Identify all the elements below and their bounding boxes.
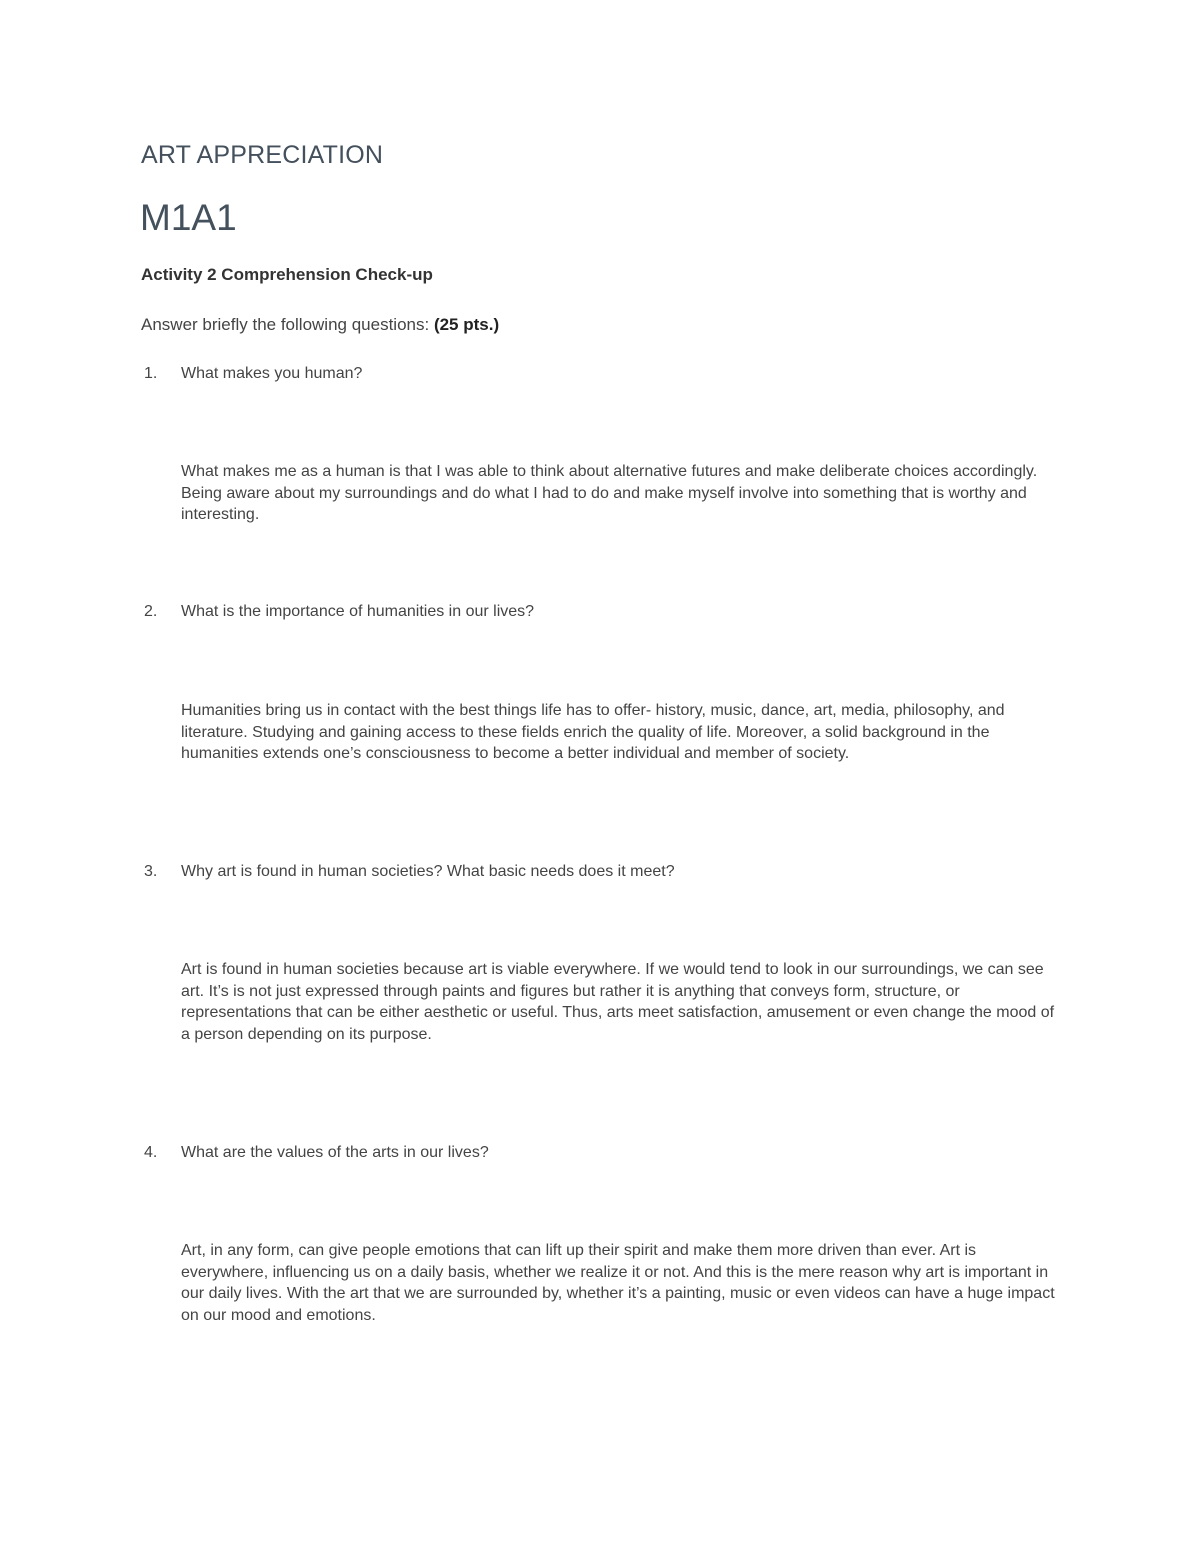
answer-text: Art, in any form, can give people emotions that can lift up their spirit and make them more driven than ever. Art is everywhere, influencing us on a daily basis, whether we realize it or not. And this is the mere reason why art is important in our daily lives. With the art that we are surrounded by, whether it’s a painting, music or even videos can have a huge impact on our mood and emotions. bbox=[181, 1242, 1055, 1324]
instructions-text: Answer briefly the following questions: bbox=[141, 315, 434, 334]
instructions bbox=[141, 315, 499, 335]
question-text: What are the values of the arts in our lives? bbox=[181, 1144, 489, 1161]
points-value: (25 pts.) bbox=[433, 315, 500, 334]
question-text: What is the importance of humanities in our lives? bbox=[181, 603, 535, 620]
answer-text: What makes me as a human is that I was able to think about alternative futures and make deliberate choices accordingly. Being aware about my surroundings and do what I had to do and make myself involve into something that is worthy and interesting. bbox=[181, 463, 1038, 523]
question-number: 4. bbox=[144, 1144, 158, 1161]
answer-text: Art is found in human societies because art is viable everywhere. If we would tend to look in our surroundings, we can see art. It’s is not just expressed through paints and figures but rather it is anything that conveys form, structure, or representations that can be either aesthetic or useful. Thus, arts meet satisfaction, amusement or even change the mood of a person depending on its purpose. bbox=[181, 961, 1055, 1043]
question-number: 2. bbox=[144, 603, 158, 620]
question-number: 1. bbox=[144, 365, 158, 382]
answer-text: Humanities bring us in contact with the best things life has to offer- history, music, dance, art, media, philosophy, and literature. Studying and gaining access to these fields enrich the quality of life. Moreover, a solid background in the humanities extends one’s consciousness to become a better individual and member of society. bbox=[181, 702, 1005, 762]
question-number: 3. bbox=[144, 863, 158, 880]
module-code: M1A1 bbox=[140, 197, 237, 238]
question-text: What makes you human? bbox=[181, 365, 363, 382]
activity-title: Activity 2 Comprehension Check-up bbox=[141, 265, 433, 284]
question-text: Why art is found in human societies? What basic needs does it meet? bbox=[181, 863, 675, 880]
course-title: ART APPRECIATION bbox=[141, 141, 384, 169]
